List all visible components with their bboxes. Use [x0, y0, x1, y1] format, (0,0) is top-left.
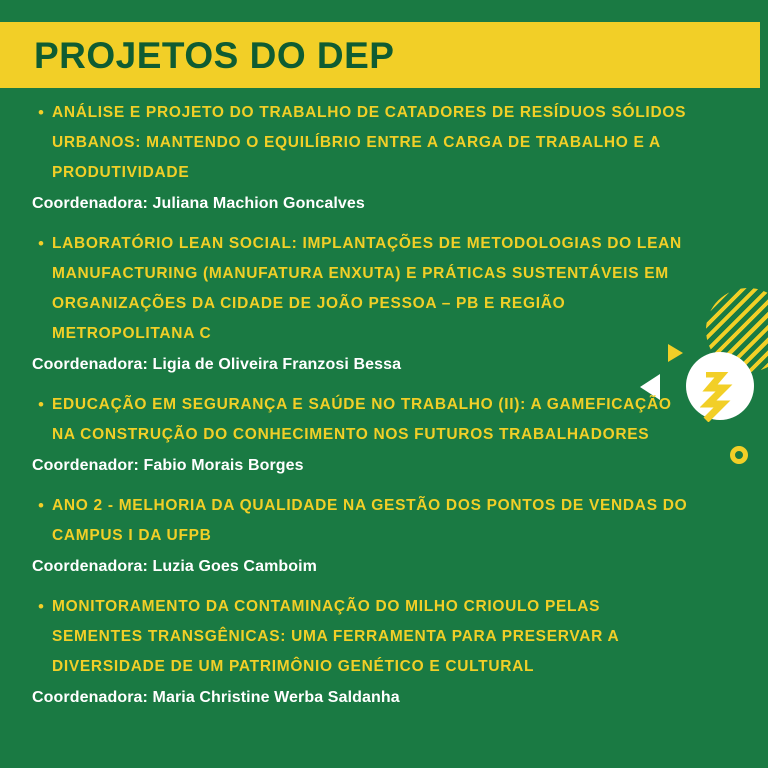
project-title: LABORATÓRIO LEAN SOCIAL: IMPLANTAÇÕES DE METODOLOGIAS DO LEAN MANUFACTURING (MANUFATURA ENXUTA) E PRÁTICAS SUSTENTÁVEIS EM ORGANIZAÇÕES DA CIDADE DE JOÃO PESSOA – PB E REGIÃO METROPOLITANA C	[51, 235, 682, 342]
project-title: ANO 2 - MELHORIA DA QUALIDADE NA GESTÃO DOS PONTOS DE VENDAS DO CAMPUS I DA UFPB	[51, 497, 688, 544]
list-item	[30, 229, 742, 378]
bullet-icon: •	[38, 234, 44, 253]
project-title: EDUCAÇÃO EM SEGURANÇA E SAÚDE NO TRABALHO (II): A GAMEFICAÇÃO NA CONSTRUÇÃO DO CONHECIMENTO NOS FUTUROS TRABALHADORES	[51, 396, 672, 443]
list-item	[30, 592, 742, 711]
project-title-row	[30, 229, 742, 349]
project-title: MONITORAMENTO DA CONTAMINAÇÃO DO MILHO CRIOULO PELAS SEMENTES TRANSGÊNICAS: UMA FERRAMENTA PARA PRESERVAR A DIVERSIDADE DE UM PATRIMÔNIO GENÉTICO E CULTURAL	[51, 598, 619, 675]
project-title: ANÁLISE E PROJETO DO TRABALHO DE CATADORES DE RESÍDUOS SÓLIDOS URBANOS: MANTENDO O EQUILÍBRIO ENTRE A CARGA DE TRABALHO E A PRODUTIVIDADE	[51, 104, 687, 181]
project-title-row	[30, 390, 742, 450]
project-coordinator: Coordenadora: Ligia de Oliveira Franzosi Bessa	[32, 356, 402, 373]
projects-list	[0, 98, 768, 723]
list-item	[30, 390, 742, 479]
bullet-icon: •	[38, 496, 44, 515]
header-bar	[0, 22, 760, 88]
project-title-row	[30, 592, 742, 682]
bullet-icon: •	[38, 395, 44, 414]
page-title: PROJETOS DO DEP	[34, 34, 395, 76]
bullet-icon: •	[38, 597, 44, 616]
list-item	[30, 491, 742, 580]
project-coordinator: Coordenadora: Maria Christine Werba Saldanha	[32, 689, 400, 706]
bullet-icon: •	[38, 103, 44, 122]
list-item	[30, 98, 742, 217]
project-coordinator: Coordenadora: Juliana Machion Goncalves	[32, 195, 365, 212]
project-coordinator: Coordenadora: Luzia Goes Camboim	[32, 558, 318, 575]
project-title-row	[30, 98, 742, 188]
project-title-row	[30, 491, 742, 551]
project-coordinator: Coordenador: Fabio Morais Borges	[32, 457, 304, 474]
